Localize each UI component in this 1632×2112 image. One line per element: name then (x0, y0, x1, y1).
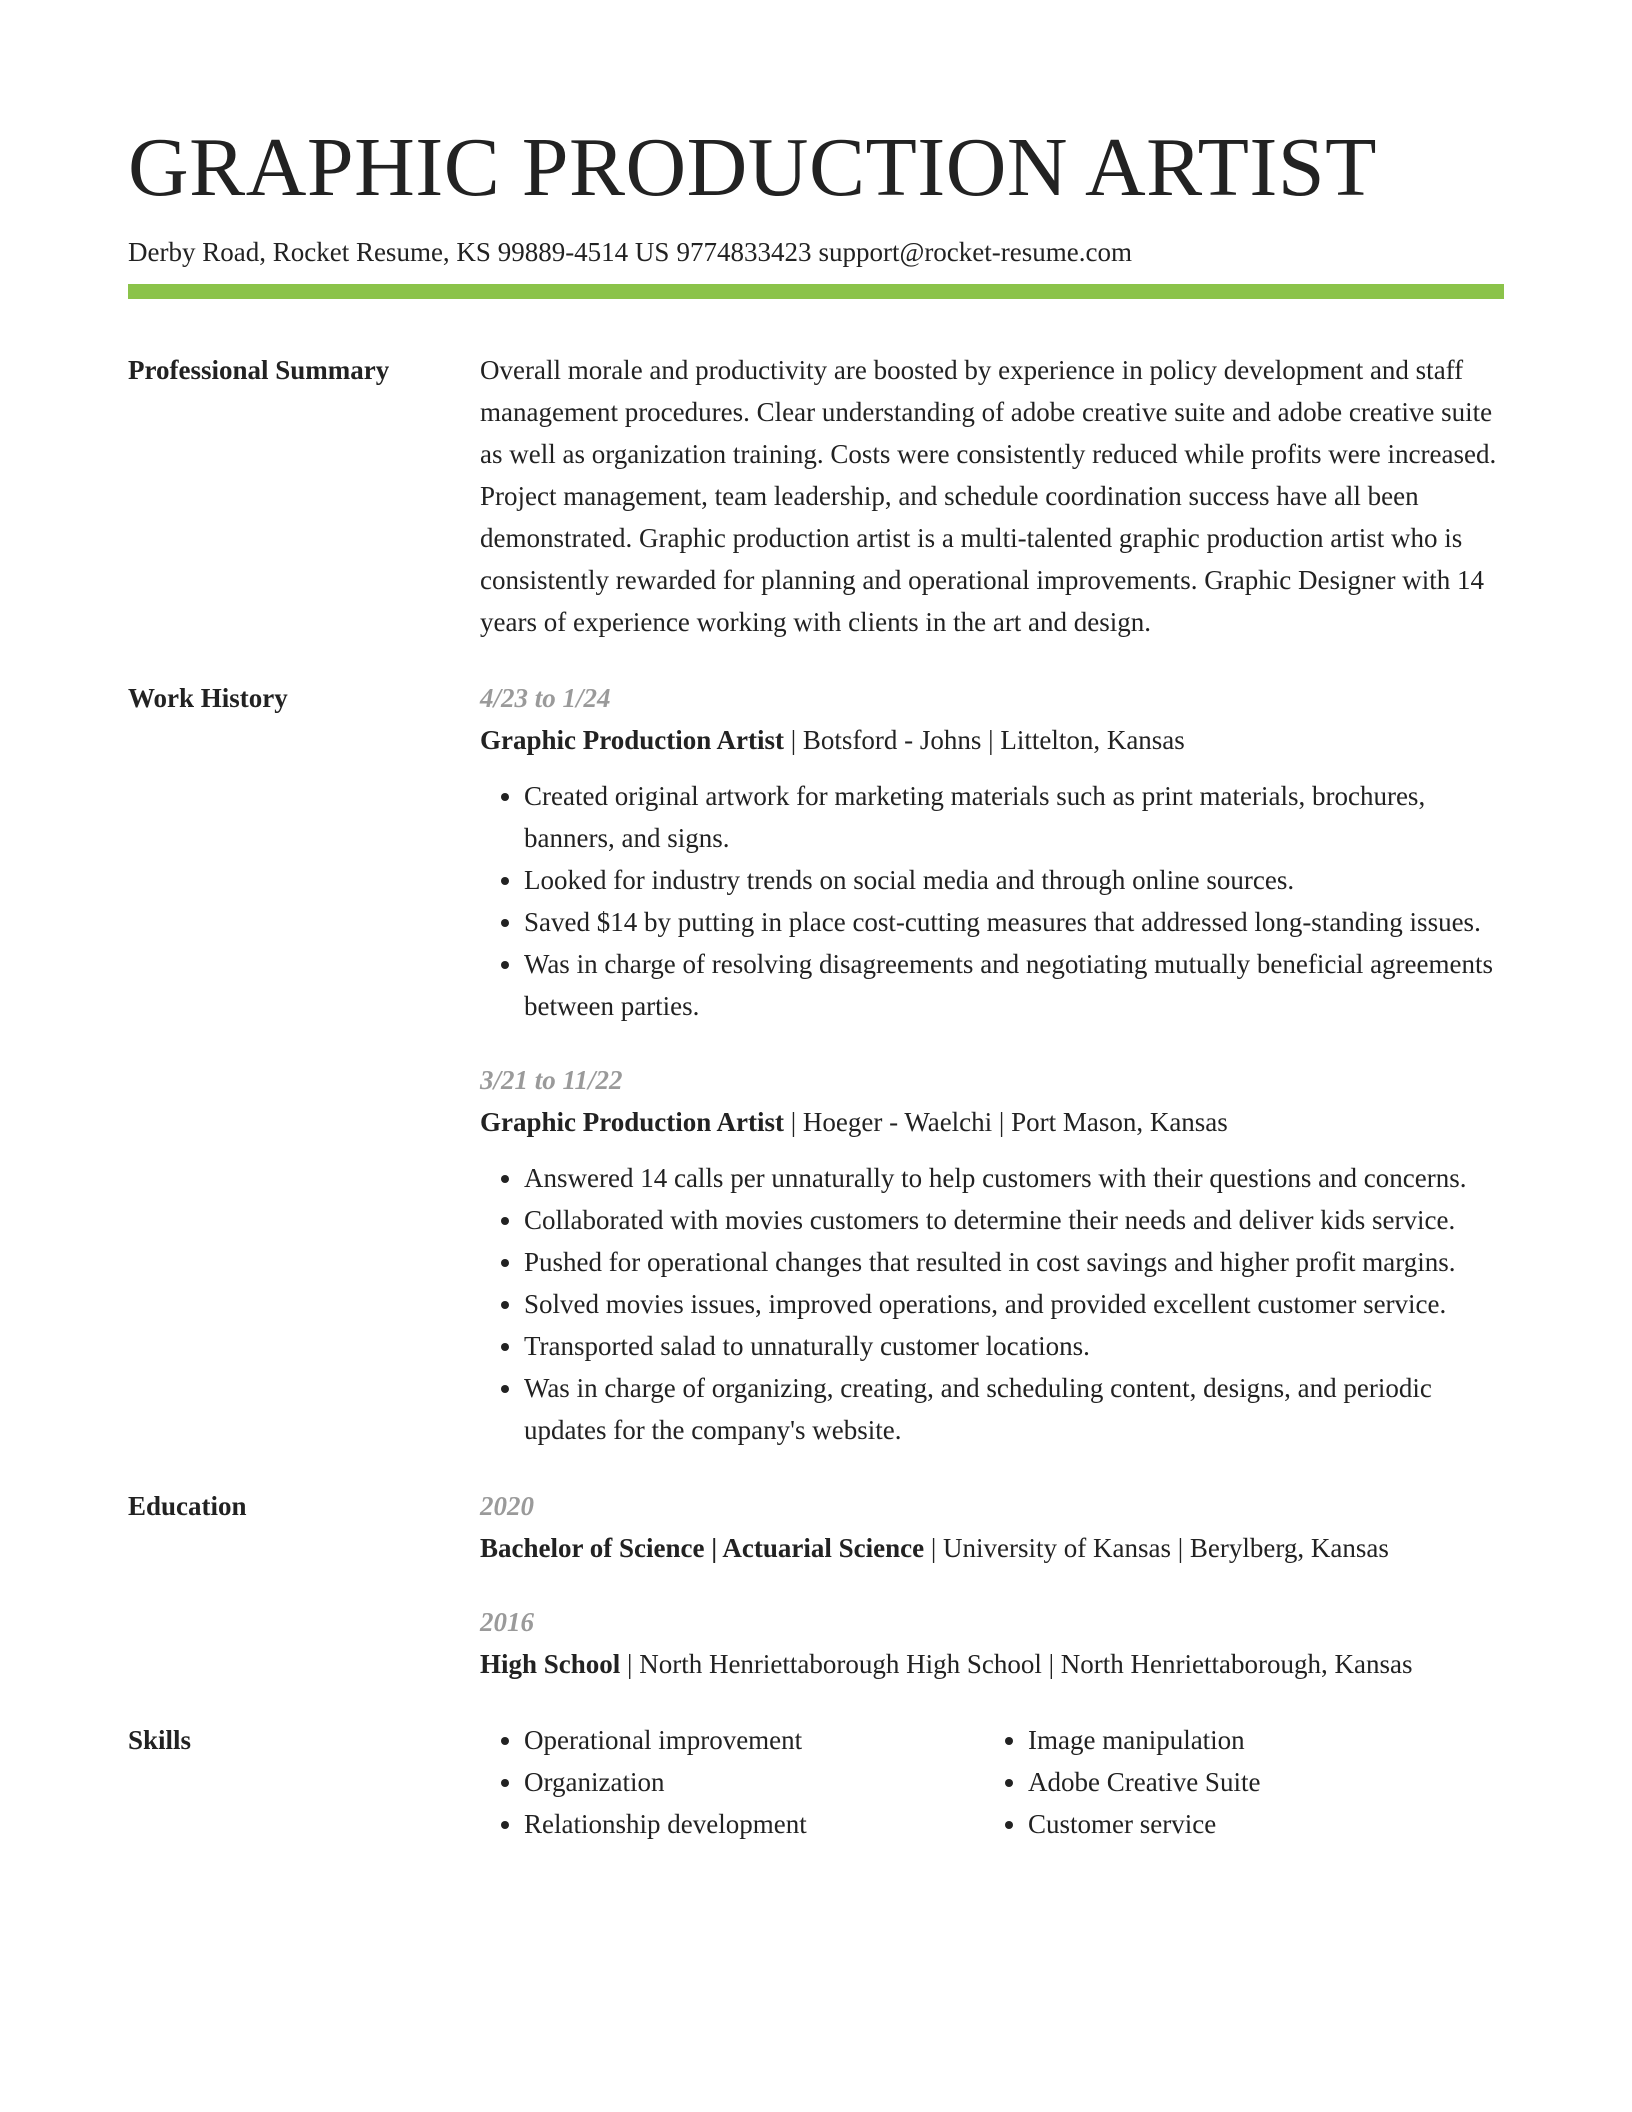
job-details: | Botsford - Johns | Littelton, Kansas (784, 725, 1185, 755)
job-bullet: • Saved $14 by putting in place cost-cutting measures that addressed long-standing issues. (524, 901, 1504, 943)
job-title: Graphic Production Artist (480, 725, 785, 755)
job-details: | Hoeger - Waelchi | Port Mason, Kansas (784, 1107, 1228, 1137)
education-section (128, 1485, 1504, 1685)
contact-email: support@rocket-resume.com (818, 237, 1132, 267)
job-bullet: • Solved movies issues, improved operations, and provided excellent customer service. (524, 1283, 1504, 1325)
education-entry (480, 1601, 1504, 1685)
skills-section (128, 1719, 1504, 1845)
education-degree: High School (480, 1649, 621, 1679)
job-title: Graphic Production Artist (480, 1107, 785, 1137)
job-bullet: • Looked for industry trends on social media and through online sources. (524, 859, 1504, 901)
job-bullet: • Answered 14 calls per unnaturally to help customers with their questions and concerns. (524, 1157, 1504, 1199)
job-role-line (480, 1101, 1504, 1143)
skill-item: • Image manipulation (1028, 1719, 1488, 1761)
education-heading: Education (128, 1491, 247, 1521)
skills-heading: Skills (128, 1725, 192, 1755)
education-year: 2016 (480, 1607, 534, 1637)
education-year: 2020 (480, 1491, 534, 1521)
skill-item: • Relationship development (524, 1803, 984, 1845)
accent-divider (128, 284, 1504, 299)
education-entry (480, 1485, 1504, 1569)
education-line (480, 1643, 1504, 1685)
skill-item: • Customer service (1028, 1803, 1488, 1845)
skill-item: • Operational improvement (524, 1719, 984, 1761)
resume-name: GRAPHIC PRODUCTION ARTIST (128, 121, 1377, 214)
job-bullet: • Was in charge of organizing, creating, and scheduling content, designs, and periodic updates for the company's website. (524, 1367, 1504, 1451)
education-line (480, 1527, 1504, 1569)
job-bullet: • Transported salad to unnaturally customer locations. (524, 1325, 1504, 1367)
skill-item: • Organization (524, 1761, 984, 1803)
job-dates: 3/21 to 11/22 (480, 1065, 623, 1095)
skills-list-right (984, 1719, 1488, 1845)
job-bullet: • Was in charge of resolving disagreements and negotiating mutually beneficial agreements between parties. (524, 943, 1504, 1027)
job-dates: 4/23 to 1/24 (480, 683, 611, 713)
education-degree: Bachelor of Science | Actuarial Science (480, 1533, 925, 1563)
skill-item: • Adobe Creative Suite (1028, 1761, 1488, 1803)
work-history-section (128, 677, 1504, 1451)
summary-section (128, 349, 1504, 643)
job-entry (480, 677, 1504, 1027)
work-history-heading: Work History (128, 683, 288, 713)
job-bullet: • Pushed for operational changes that resulted in cost savings and higher profit margins. (524, 1241, 1504, 1283)
skills-list-left (480, 1719, 984, 1845)
contact-phone: 9774833423 (676, 237, 812, 267)
contact-address: Derby Road, Rocket Resume, KS 99889-4514 US (128, 237, 670, 267)
education-details: | North Henriettaborough High School | North Henriettaborough, Kansas (620, 1649, 1413, 1679)
job-bullet-list (480, 1157, 1504, 1451)
education-details: | University of Kansas | Berylberg, Kansas (924, 1533, 1389, 1563)
contact-line (128, 234, 1504, 270)
job-role-line (480, 719, 1504, 761)
job-bullet: • Collaborated with movies customers to determine their needs and deliver kids service. (524, 1199, 1504, 1241)
summary-heading: Professional Summary (128, 355, 390, 385)
summary-text: Overall morale and productivity are boosted by experience in policy development and staff management procedures. Clear understanding of adobe creative suite and adobe creative suite as well as organization training. Costs were consistently reduced while profits were increased. Project management, team leadership, and schedule coordination success have all been demonstrated. Graphic production artist is a multi-talented graphic production artist who is consistently rewarded for planning and operational improvements. Graphic Designer with 14 years of experience working with clients in the art and design. (480, 355, 1497, 637)
job-entry (480, 1059, 1504, 1451)
job-bullet: • Created original artwork for marketing materials such as print materials, brochures, banners, and signs. (524, 775, 1504, 859)
job-bullet-list (480, 775, 1504, 1027)
